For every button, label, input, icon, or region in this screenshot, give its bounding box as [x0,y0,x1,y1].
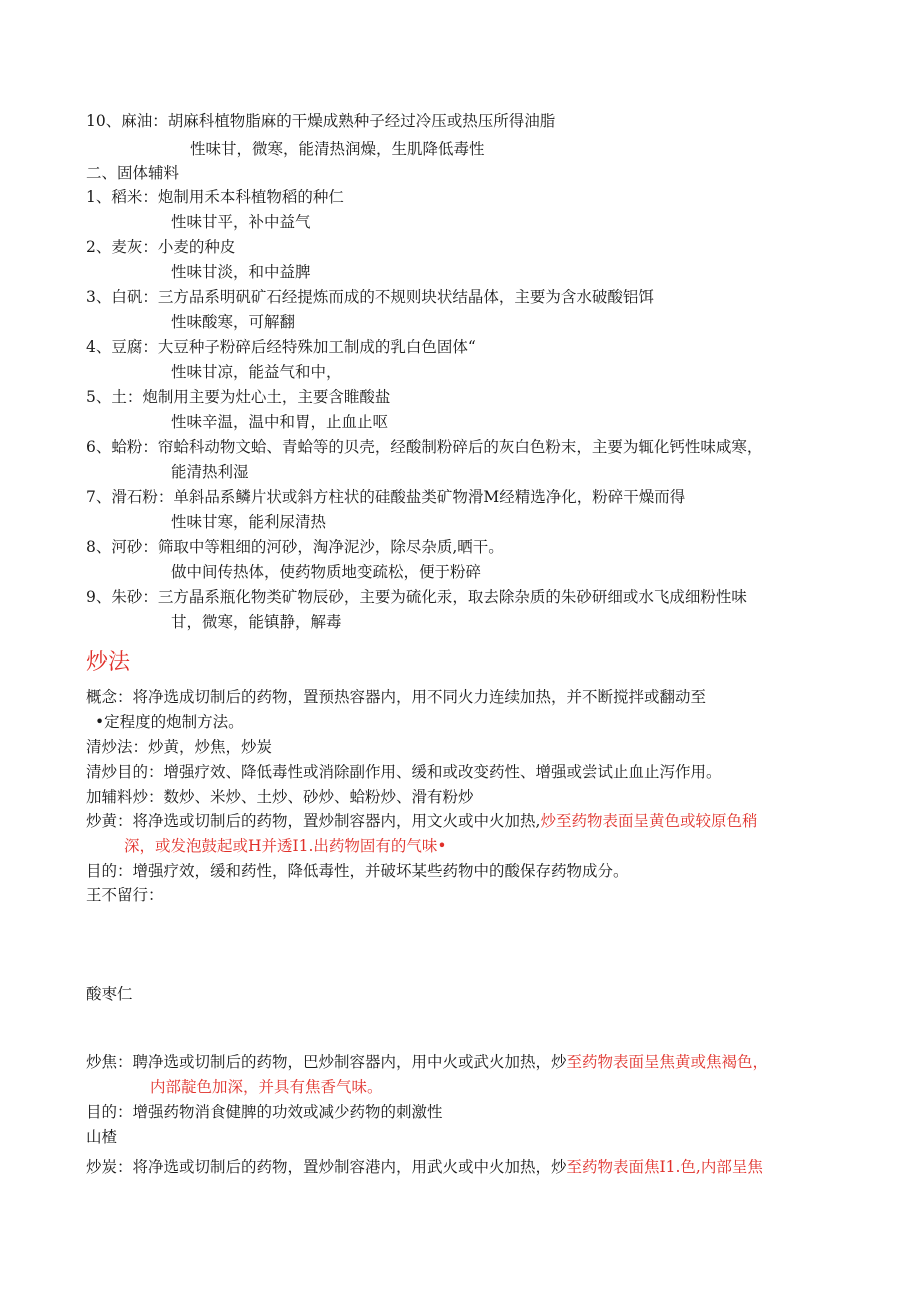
item-10-title: 10、麻油：胡麻科植物脂麻的干燥成熟种子经过冷压或热压所得油脂 [86,112,556,130]
item-10-property: 性味甘，微寒，能清热润燥，生肌降低毒性 [190,140,485,158]
stir-fry-scorch-text: 炒焦：聘净选或切制后的药物，巴炒制容器内，用中火或武火加热，炒 [86,1053,567,1071]
example-suanzaoren: 酸枣仁 [86,985,133,1003]
plain-stir-frying-methods: 清炒法：炒黄，炒焦，炒炭 [86,738,273,756]
solid-item-property: 性味甘平，补中益气 [171,213,311,231]
solid-item-title: 8、河砂：筛取中等粗细的河砂，淘净泥沙，除尽杂质,晒干。 [86,538,504,556]
concept-line-1: 概念：将净选成切制后的药物，置预热容器内，用不同火力连续加热，并不断搅拌或翻动至 [86,688,707,706]
solid-item-property: 做中间传热体，使药物质地变疏松，便于粉碎 [171,563,482,581]
solid-item-property: 性味酸寒，可解翻 [171,313,296,331]
stir-fry-yellow-line-1 [86,810,757,832]
example-wangbuliuxing: 王不留行： [86,886,164,904]
stir-fry-scorch-purpose: 目的：增强药物消食健脾的功效或减少药物的刺激性 [86,1103,443,1121]
excipient-stir-frying-methods: 加辅料炒：数炒、米炒、土炒、砂炒、蛤粉炒、滑有粉炒 [86,788,474,806]
stir-fry-scorch-line-1 [86,1051,768,1073]
stir-fry-char-line-1 [86,1156,763,1178]
solid-item-property: 性味甘凉，能益气和中， [171,363,342,381]
solid-item-title: 1、稻米：炮制用禾本科植物稻的种仁 [86,188,344,206]
stir-fry-char-highlight: 至药物表面焦I1.色,内部呈焦 [566,1158,763,1176]
solid-item-property: 性味甘淡，和中益脾 [171,263,311,281]
solid-item-property: 甘，微寒，能镇静，解毒 [171,613,342,631]
section-heading-stir-frying: 炒法 [86,650,131,675]
solid-item-title: 9、朱砂：三方晶系瓶化物类矿物辰砂，主要为硫化汞，取去除杂质的朱砂研细或水飞成细粉性味 [86,588,747,606]
concept-line-2: •定程度的炮制方法。 [95,713,244,731]
solid-item-title: 2、麦灰：小麦的种皮 [86,238,236,256]
stir-fry-scorch-highlight: 至药物表面呈焦黄或焦褐色， [566,1053,769,1071]
solid-item-title: 5、土：炮制用主要为灶心土，主要含睢酸盐 [86,388,391,406]
solid-item-property: 能清热利湿 [171,463,249,481]
stir-fry-yellow-highlight: 炒至药物表面呈黄色或较原色稍 [540,812,758,830]
solid-item-title: 7、滑石粉：单斜品系鳞片状或斜方柱状的硅酸盐类矿物滑M经精选净化，粉碎干燥而得 [86,488,686,506]
section-title-solid-excipients: 二、固体辅料 [86,164,180,182]
example-shanzha: 山楂 [86,1128,118,1146]
plain-stir-frying-purpose: 清炒目的：增强疗效、降低毒性或消除副作用、缓和或改变药性、增强或尝试止血止泻作用。 [86,763,722,781]
stir-fry-scorch-highlight-line-2: 内部靛色加深，并具有焦香气味。 [150,1078,383,1096]
stir-fry-yellow-highlight-line-2: 深，或发泡鼓起或H并透I1.出药物固有的气味• [124,837,447,855]
solid-item-title: 4、豆腐：大豆种子粉碎后经特殊加工制成的乳白色固体“ [86,338,476,356]
stir-fry-char-text: 炒炭：将净选或切制后的药物，置炒制容港内，用武火或中火加热，炒 [86,1158,567,1176]
stir-fry-yellow-purpose: 目的：增强疗效，缓和药性，降低毒性，并破坏某些药物中的酸保存药物成分。 [86,862,629,880]
solid-item-property: 性味甘寒，能利尿清热 [171,513,327,531]
solid-item-title: 6、蛤粉：帘蛤科动物文蛤、青蛤等的贝壳，经酸制粉碎后的灰白色粉末，主要为辄化钙性味咸寒， [86,438,763,456]
solid-item-title: 3、白矾：三方品系明矾矿石经提炼而成的不规则块状结晶体，主要为含水破酸铝饵 [86,288,654,306]
stir-fry-yellow-text: 炒黄：将净选或切制后的药物，置炒制容器内，用文火或中火加热, [86,812,541,830]
solid-item-property: 性味辛温，温中和胃，止血止呕 [171,413,389,431]
